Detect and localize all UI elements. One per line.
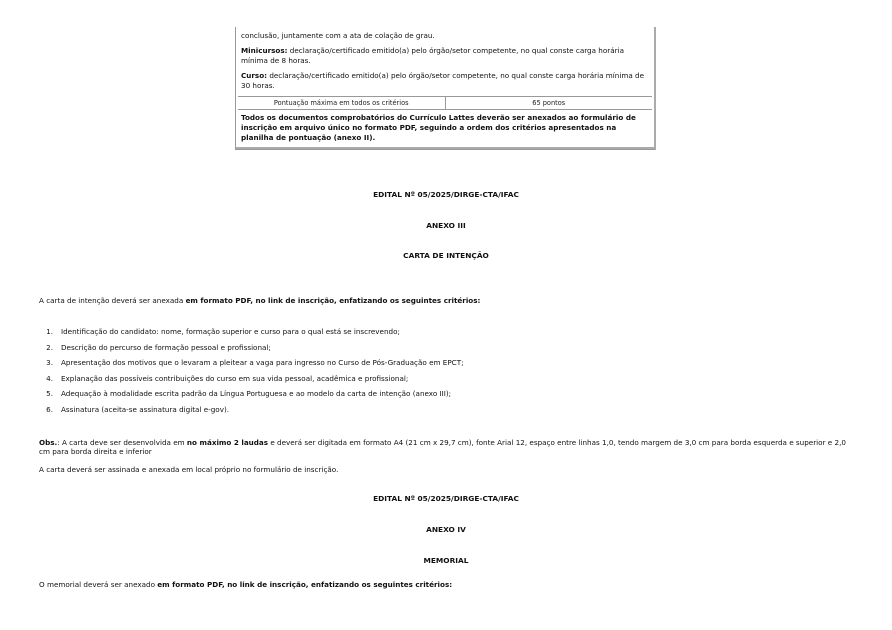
table-note: Todos os documentos comprobatórios do Currículo Lattes deverão ser anexados ao formulário de inscrição em arquivo único no formato PDF, seguindo a ordem dos critérios apresentados na planilha de pontuação (anexo II). <box>236 110 654 149</box>
max-score-label: Pontuação máxima em todos os critérios <box>273 99 409 107</box>
anexo-4-heading: ANEXO IV <box>426 525 466 534</box>
list-number: 6. <box>46 404 53 414</box>
list-number: 2. <box>46 342 53 352</box>
sign-note: A carta deverá ser assinada e anexada em local próprio no formulário de inscrição. <box>39 465 339 474</box>
list-text: Explanação das possíveis contribuições do curso em sua vida pessoal, acadêmica e profissional; <box>61 373 409 383</box>
max-score-value: 65 pontos <box>445 97 653 109</box>
list-text: Identificação do candidato: nome, formação superior e curso para o qual está se inscrevendo; <box>61 327 400 336</box>
list-number: 4. <box>46 373 53 383</box>
list-item <box>39 326 464 342</box>
memorial-title: MEMORIAL <box>423 556 469 565</box>
score-table <box>235 27 656 150</box>
list-number: 3. <box>46 358 53 367</box>
memorial-intro: O memorial deverá ser anexado em formato PDF, no link de inscrição, enfatizando os seguintes critérios: <box>39 580 453 589</box>
carta-title: CARTA DE INTENÇÃO <box>403 251 489 260</box>
list-number: 1. <box>46 327 53 336</box>
list-item <box>39 404 464 420</box>
minicursos-text: Minicursos: declaração/certificado emitido(a) pelo órgão/setor competente, no qual conste carga horária mínima de 8 horas. <box>241 46 624 65</box>
curso-text: Curso: declaração/certificado emitido(a) pelo órgão/setor competente, no qual conste carga horária mínima de 30 horas. <box>241 71 645 90</box>
criteria-cell <box>236 27 654 96</box>
list-text: Apresentação dos motivos que o levaram a pleitear a vaga para ingresso no Curso de Pós-Graduação em EPCT; <box>61 358 464 367</box>
list-text: Adequação à modalidade escrita padrão da Língua Portuguesa e ao modelo da carta de intenção (anexo III); <box>61 389 452 398</box>
conclusao-text: conclusão, juntamente com a ata de colação de grau. <box>241 31 435 40</box>
list-item <box>39 357 464 373</box>
list-item <box>39 388 464 404</box>
list-text: Assinatura (aceita-se assinatura digital e-gov). <box>61 404 230 414</box>
max-score-row <box>238 96 652 110</box>
obs-paragraph: Obs.: A carta deve ser desenvolvida em no máximo 2 laudas e deverá ser digitada em formato A4 (21 cm x 29,7 cm), fonte Arial 12, espaço entre linhas 1,0, tendo margem de 3,0 cm para borda esquerda e superior e 2,0 cm para borda direita e inferior <box>39 438 846 456</box>
list-item <box>39 342 464 358</box>
list-item <box>39 373 464 389</box>
list-text: Descrição do percurso de formação pessoal e profissional; <box>61 342 271 352</box>
criteria-list <box>39 326 464 419</box>
list-number: 5. <box>46 389 53 398</box>
edital-heading-3: EDITAL Nº 05/2025/DIRGE-CTA/IFAC <box>373 190 519 199</box>
anexo-3-heading: ANEXO III <box>426 221 466 230</box>
carta-intro: A carta de intenção deverá ser anexada em formato PDF, no link de inscrição, enfatizando os seguintes critérios: <box>39 296 481 305</box>
edital-heading-4: EDITAL Nº 05/2025/DIRGE-CTA/IFAC <box>373 494 519 503</box>
